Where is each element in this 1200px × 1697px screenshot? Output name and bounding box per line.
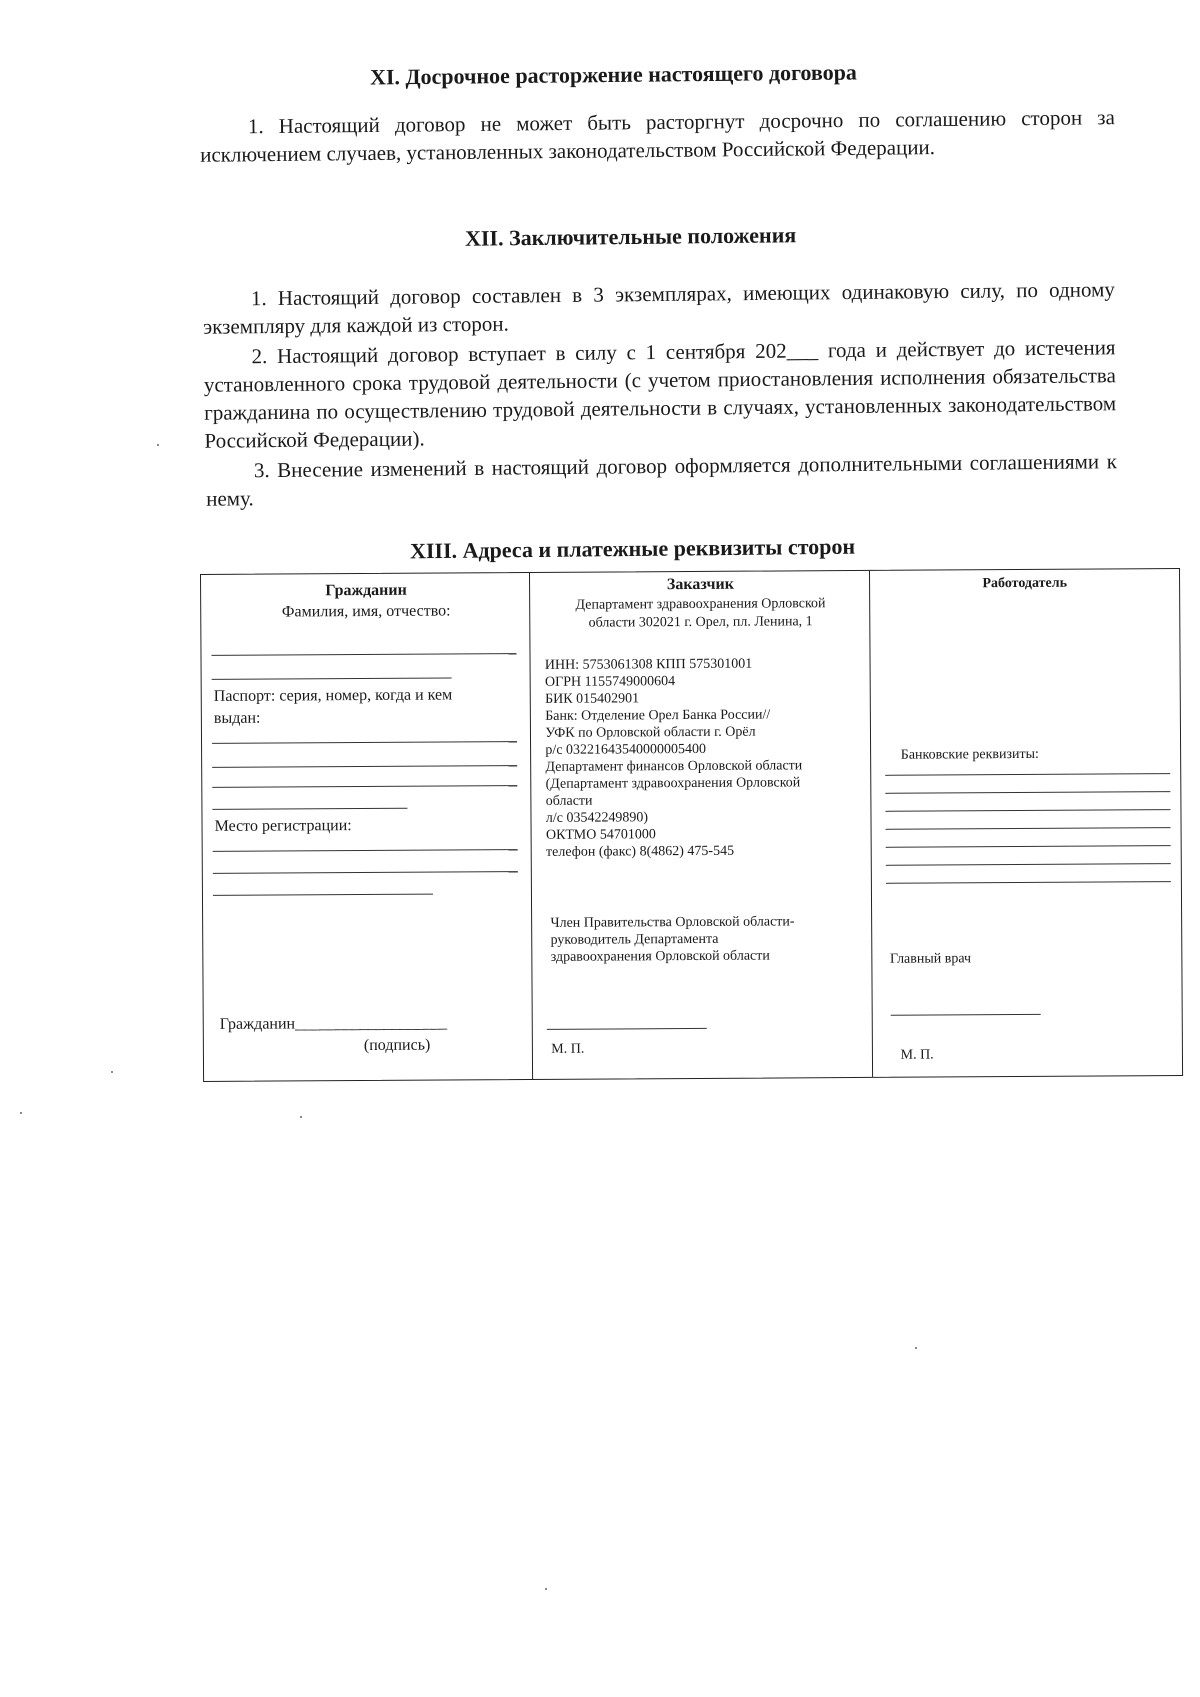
section-12-paragraph-2: 2. Настоящий договор вступает в силу с 1 сентября 202___ года и действует до истечения установленного срока трудовой деятельности (с учетом приостановления исполнения обязательства гражданина по осуществлению трудовой деятельности в случаях, установленных законодательством Российской Федерации). [203, 335, 1117, 453]
requisite-line: ИНН: 5753061308 КПП 575301001 [544, 656, 753, 673]
section-11-paragraph-1: 1. Настоящий договор не может быть расторгнут досрочно по соглашению сторон за исключением случаев, установленных законодательством Российской Федерации. [200, 105, 1115, 167]
scan-speck [157, 444, 159, 446]
employer-signature-line [890, 1014, 1040, 1016]
section-12-title: XII. Заключительные положения [464, 222, 797, 251]
requisite-line: Департамент финансов Орловской области [545, 758, 803, 775]
signer-line: здравоохранения Орловской области [550, 948, 770, 965]
registration-line-3 [213, 894, 433, 896]
customer-header: Заказчик [666, 575, 734, 594]
bank-line-5 [885, 845, 1170, 848]
requisite-line: Банк: Отделение Орел Банка России// [545, 707, 771, 724]
fio-line-2 [212, 677, 452, 679]
registration-line-1 [213, 849, 518, 852]
citizen-registration-label: Место регистрации: [214, 817, 352, 835]
bank-line-6 [885, 863, 1170, 866]
citizen-signature-label: Гражданин___________________ [219, 1014, 448, 1033]
section-12-paragraph-1: 1. Настоящий договор составлен в 3 экземплярах, имеющих одинаковую силу, по одному экземпляру для каждой из сторон. [203, 277, 1115, 339]
bank-line-4 [885, 827, 1170, 830]
employer-signer: Главный врач [889, 951, 972, 967]
registration-line-2 [213, 871, 518, 874]
requisite-line: УФК по Орловской области г. Орёл [545, 724, 756, 741]
scan-speck [545, 1588, 547, 1590]
scan-speck [300, 1116, 302, 1118]
section-12-paragraph-3: 3. Внесение изменений в настоящий договор оформляется дополнительными соглашениями к нему. [206, 449, 1117, 511]
bank-line-3 [885, 809, 1170, 812]
scan-speck [111, 1071, 113, 1073]
bank-line-7 [886, 881, 1171, 884]
requisite-line: БИК 015402901 [545, 691, 640, 707]
requisite-line: (Департамент здравоохранения Орловской [545, 775, 801, 792]
employer-stamp: М. П. [900, 1047, 934, 1063]
requisite-line: р/с 03221643540000005400 [545, 741, 707, 758]
scan-speck [20, 1112, 22, 1114]
customer-name-2: области 302021 г. Орел, пл. Ленина, 1 [588, 614, 813, 631]
employer-column [870, 569, 1182, 1077]
requisite-line: ОГРН 1155749000604 [544, 674, 676, 690]
requisite-line: ОКТМО 54701000 [545, 827, 656, 843]
passport-line-1 [212, 741, 517, 744]
citizen-passport-label-1: Паспорт: серия, номер, когда и кем [213, 686, 453, 705]
passport-line-4 [212, 808, 407, 810]
citizen-header: Гражданин [325, 581, 407, 600]
section-13-title: XIII. Адреса и платежные реквизиты сторон [409, 533, 856, 564]
bank-line-2 [885, 791, 1170, 794]
passport-line-3 [212, 785, 517, 788]
scan-speck [915, 1347, 917, 1349]
requisites-table [200, 568, 1183, 1082]
passport-line-2 [212, 765, 517, 768]
citizen-signature-hint: (подпись) [363, 1036, 431, 1055]
requisite-line: л/с 03542249890) [545, 810, 649, 826]
section-11-title: XI. Досрочное расторжение настоящего договора [369, 59, 857, 90]
requisite-line: телефон (факс) 8(4862) 475-545 [545, 843, 735, 860]
employer-header: Работодатель [982, 575, 1068, 592]
citizen-column [201, 573, 533, 1081]
citizen-passport-label-2: выдан: [213, 709, 261, 727]
citizen-fio-label: Фамилия, имя, отчество: [281, 602, 451, 621]
customer-stamp: М. П. [551, 1041, 585, 1057]
bank-line-1 [885, 773, 1170, 776]
signer-line: руководитель Департамента [550, 931, 719, 948]
customer-column [530, 571, 872, 1079]
customer-name-1: Департамент здравоохранения Орловской [575, 596, 826, 613]
fio-line-1 [211, 653, 516, 656]
employer-bank-label: Банковские реквизиты: [900, 746, 1039, 763]
requisite-line: области [545, 793, 593, 809]
customer-signature-line [547, 1028, 707, 1030]
signer-line: Член Правительства Орловской области- [550, 914, 795, 931]
